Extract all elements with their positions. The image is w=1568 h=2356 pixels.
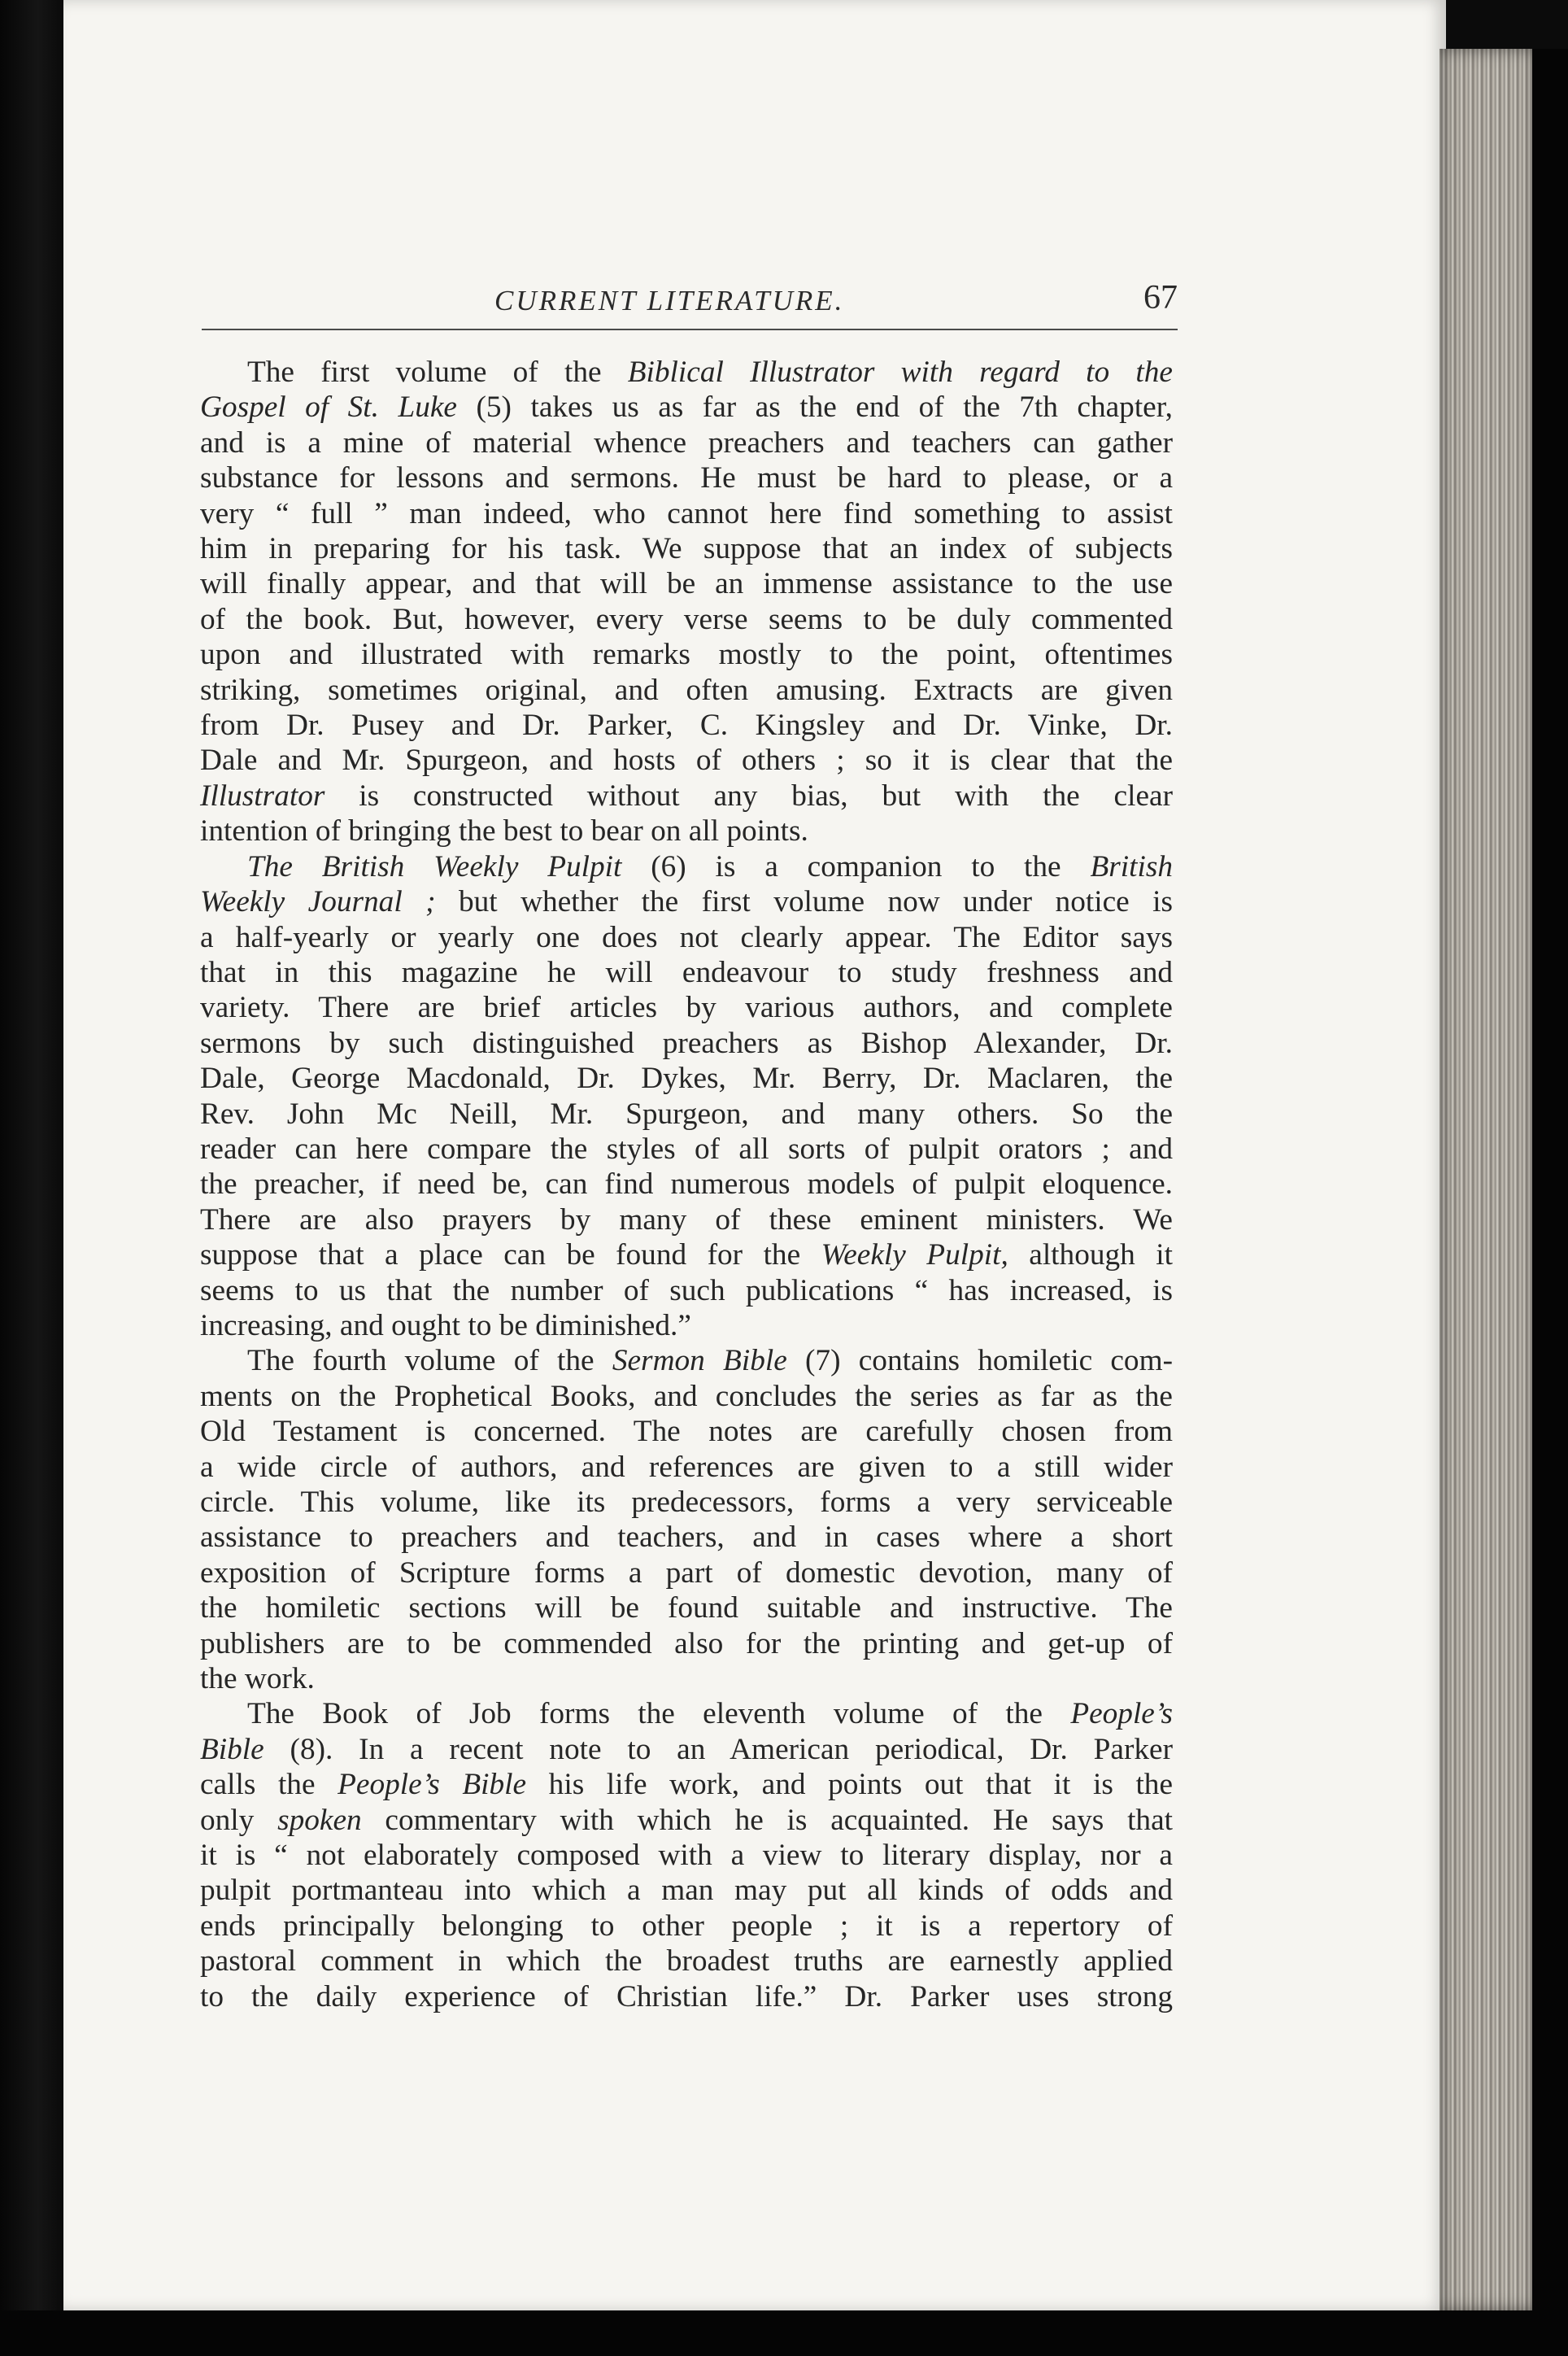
italic-title: Biblical Illustrator with regard to the [627,356,1173,389]
text-line [200,849,1173,884]
text-run: only [200,1803,278,1837]
text-run: substance for lessons and sermons. He must be hard to please, or a [200,461,1173,495]
text-run: Old Testament is concerned. The notes are carefully chosen from [200,1415,1173,1449]
text-line [200,355,1173,390]
text-run: reader can here compare the styles of all sorts of pulpit orators ; and [200,1132,1173,1166]
text-line [200,1838,1173,1873]
bottom-shadow [0,2310,1568,2356]
text-run: it is “ not elaborately composed with a view to literary display, nor a [200,1839,1173,1873]
text-line [200,1167,1173,1202]
text-line [200,1944,1173,1979]
text-run: ments on the Prophetical Books, and concludes the series as far as the [200,1379,1173,1413]
italic-title: People’s [1070,1697,1173,1731]
text-line [200,531,1173,566]
text-line [200,1132,1173,1167]
text-run: ends principally belonging to other people ; it is a repertory of [200,1909,1173,1943]
italic-title: Weekly Journal ; [200,885,436,919]
text-run: and is a mine of material whence preachers and teachers can gather [200,425,1173,460]
text-run: the preacher, if need be, can find numerous models of pulpit eloquence. [200,1167,1173,1202]
text-line [200,1909,1173,1944]
text-line [200,1590,1173,1625]
text-run: upon and illustrated with remarks mostly to the point, oftentimes [200,638,1173,672]
text-run: sermons by such distinguished preachers as Bishop Alexander, Dr. [200,1026,1173,1060]
italic-title: Gospel of St. Luke [200,390,457,425]
italic-title: Sermon Bible [612,1344,787,1378]
text-line [200,743,1173,778]
text-run: very “ full ” man indeed, who cannot here find something to assist [200,496,1173,530]
text-line [200,1061,1173,1096]
italic-title: Illustrator [200,779,325,813]
text-line [200,1450,1173,1485]
right-shadow [1532,49,1568,2356]
text-run: (7) contains homiletic com- [786,1344,1174,1378]
text-line [200,955,1173,990]
text-line [200,390,1173,425]
text-line [200,496,1173,531]
running-title: CURRENT LITERATURE. [494,285,845,316]
text-line [200,1379,1173,1414]
text-line [200,1237,1173,1272]
text-line [200,1696,1173,1731]
text-run: but whether the first volume now under notice is [435,885,1173,919]
italic-title: People’s Bible [338,1768,527,1802]
text-run: (5) takes us as far as the end of the 7th chapter, [456,390,1173,425]
text-run: calls the [200,1768,338,1802]
text-line [200,673,1173,708]
text-line [200,1555,1173,1590]
text-line [200,1308,1173,1343]
text-run: suppose that a place can be found for the [200,1238,821,1272]
text-run: pastoral comment in which the broadest truths are earnestly applied [200,1944,1173,1979]
text-run: intention of bringing the best to bear on all points. [200,814,808,849]
text-line [200,990,1173,1025]
text-line [200,1414,1173,1449]
text-run: the homiletic sections will be found suitable and instructive. The [200,1591,1173,1625]
text-run: Dale and Mr. Spurgeon, and hosts of others ; so it is clear that the [200,744,1173,778]
text-line [200,1097,1173,1132]
text-run: him in preparing for his task. We suppose that an index of subjects [200,532,1173,566]
text-run: The first volume of the [247,356,628,389]
text-run: from Dr. Pusey and Dr. Parker, C. Kingsley and Dr. Vinke, Dr. [200,709,1173,743]
text-run: assistance to preachers and teachers, and in cases where a short [200,1520,1173,1555]
italic-title: Bible [200,1732,264,1766]
text-line [200,602,1173,637]
text-line [200,920,1173,955]
text-run: exposition of Scripture forms a part of domestic devotion, many of [200,1555,1173,1590]
text-run: of the book. But, however, every verse seems to be duly commented [200,602,1173,636]
text-line [200,1803,1173,1838]
text-line [200,637,1173,672]
text-line [200,1873,1173,1908]
text-run: Dale, George Macdonald, Dr. Dykes, Mr. Berry, Dr. Maclaren, the [200,1062,1173,1096]
scanner-left-edge [0,0,63,2356]
text-line [200,1767,1173,1802]
text-line [200,884,1173,919]
text-run: The fourth volume of the [247,1344,612,1378]
text-line [200,814,1173,849]
paragraph [200,1696,1173,2014]
page-number: 67 [1143,279,1178,316]
text-run: striking, sometimes original, and often amusing. Extracts are given [200,673,1173,707]
text-line [200,1026,1173,1061]
text-line [200,1661,1173,1696]
text-line [200,708,1173,743]
header-rule [202,329,1178,330]
text-line [200,425,1173,460]
text-run: variety. There are brief articles by various authors, and complete [200,991,1173,1025]
page-edges [1440,49,1537,2310]
italic-title: The British Weekly Pulpit [247,849,622,884]
text-line [200,1273,1173,1308]
paragraph [200,355,1173,849]
text-run: publishers are to be commended also for the printing and get-up of [200,1626,1173,1660]
text-run: (8). In a recent note to an American periodical, Dr. Parker [264,1732,1173,1766]
text-run: his life work, and points out that it is the [526,1768,1174,1802]
text-line [200,1520,1173,1555]
text-line [200,1626,1173,1661]
running-head [202,277,1178,325]
italic-title: British [1090,849,1173,884]
text-run: the work. [200,1662,315,1696]
text-run: will finally appear, and that will be an immense assistance to the use [200,567,1173,601]
text-run: a wide circle of authors, and references are given to a still wider [200,1450,1173,1484]
text-line [200,1732,1173,1767]
text-line [200,1979,1173,2014]
text-run: (6) is a companion to the [621,849,1091,884]
italic-title: Weekly Pulpit, [821,1238,1008,1272]
italic-title: spoken [277,1803,362,1837]
text-run: a half-yearly or yearly one does not clearly appear. The Editor says [200,920,1173,954]
text-run: commentary with which he is acquainted. He says that [361,1803,1173,1837]
text-run: is constructed without any bias, but with the clear [324,779,1173,813]
text-line [200,1485,1173,1520]
text-run: although it [1008,1238,1173,1272]
paragraph [200,849,1173,1344]
text-run: that in this magazine he will endeavour to study freshness and [200,955,1173,989]
body-text [200,355,1173,2014]
paragraph [200,1343,1173,1696]
text-run: pulpit portmanteau into which a man may put all kinds of odds and [200,1874,1173,1908]
text-run: The Book of Job forms the eleventh volume of the [247,1697,1071,1731]
text-run: circle. This volume, like its predecessors, forms a very serviceable [200,1486,1173,1519]
text-run: increasing, and ought to be diminished.” [200,1308,691,1342]
text-line [200,460,1173,495]
text-run: to the daily experience of Christian life.” Dr. Parker uses strong [200,1979,1173,2014]
text-run: Rev. John Mc Neill, Mr. Spurgeon, and many others. So the [200,1097,1173,1131]
text-run: There are also prayers by many of these eminent ministers. We [200,1202,1173,1237]
text-run: seems to us that the number of such publications “ has increased, is [200,1273,1173,1307]
text-line [200,566,1173,601]
text-line [200,1343,1173,1378]
text-line [200,779,1173,814]
text-line [200,1202,1173,1237]
